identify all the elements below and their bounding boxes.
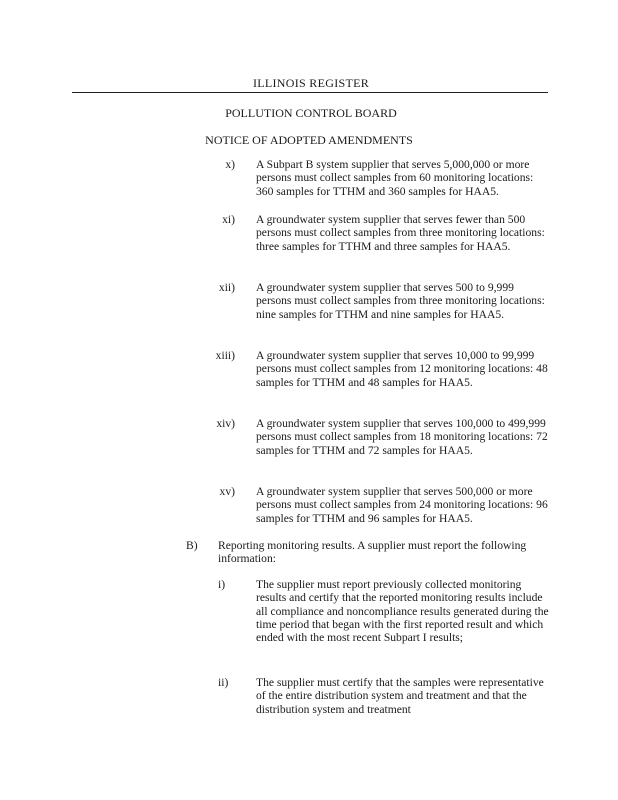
item-number: xv) [219, 485, 235, 498]
item-number: x) [225, 158, 235, 171]
item-text: A groundwater system supplier that serves fewer than 500 persons must collect samples from three monitoring locations: three samples for TTHM and three samples for HAA5. [256, 213, 545, 253]
item-text: A groundwater system supplier that serves 500 to 9,999 persons must collect samples from three monitoring locations: nine samples for TTHM and nine samples for HAA5. [256, 281, 545, 321]
register-title: ILLINOIS REGISTER [252, 76, 370, 90]
header-rule [72, 92, 548, 93]
item-text: A groundwater system supplier that serves 100,000 to 499,999 persons must collect samples from 18 monitoring locations: 72 samples for TTHM and 72 samples for HAA5. [256, 417, 548, 457]
item-text: The supplier must certify that the samples were representative of the entire distribution system and treatment and that the distribution system and treatment [256, 676, 544, 716]
item-number: xii) [218, 281, 235, 294]
item-text: The supplier must report previously collected monitoring results and certify that the reported monitoring results include all compliance and noncompliance results generated during the time period that began with the first reported result and which ended with the most recent Subpart I results; [256, 578, 549, 645]
item-text: A groundwater system supplier that serves 500,000 or more persons must collect samples from 24 monitoring locations: 96 samples for TTHM and 96 samples for HAA5. [256, 485, 548, 525]
item-number: ii) [218, 676, 229, 689]
item-number: i) [218, 578, 226, 591]
board-heading: POLLUTION CONTROL BOARD [225, 106, 397, 120]
notice-heading: NOTICE OF ADOPTED AMENDMENTS [205, 133, 413, 147]
item-number: xiv) [216, 417, 235, 430]
item-text: A groundwater system supplier that serves 10,000 to 99,999 persons must collect samples from 12 monitoring locations: 48 samples for TTHM and 48 samples for HAA5. [256, 349, 548, 389]
item-text: Reporting monitoring results. A supplier must report the following information: [218, 539, 527, 566]
item-number: B) [186, 539, 198, 552]
item-number: xi) [222, 213, 235, 226]
item-text: A Subpart B system supplier that serves 5,000,000 or more persons must collect samples from 60 monitoring locations: 360 samples for TTHM and 360 samples for HAA5. [256, 158, 534, 198]
item-number: xiii) [215, 349, 235, 362]
